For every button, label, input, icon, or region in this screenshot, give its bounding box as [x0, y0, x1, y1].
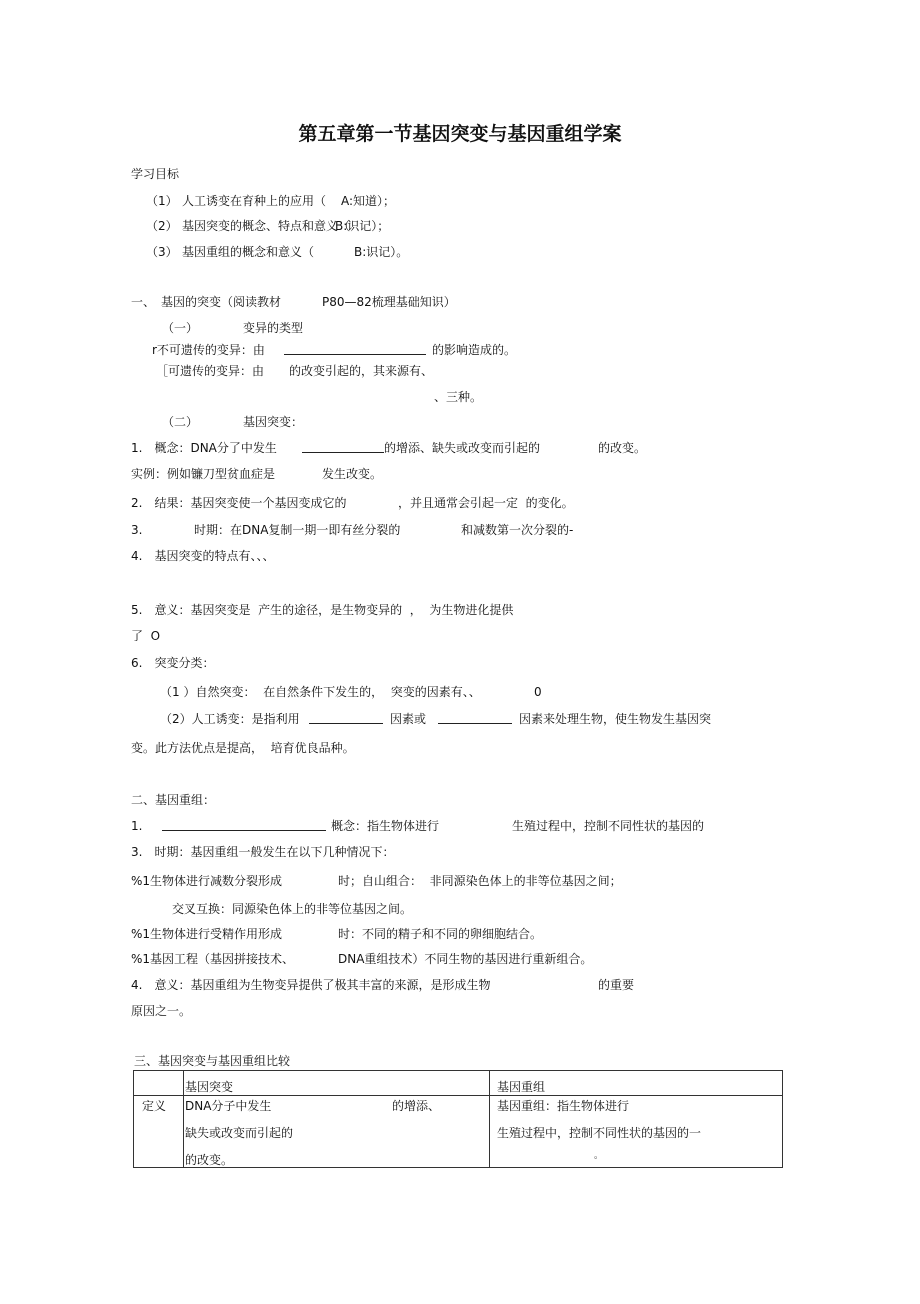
case3-end: DNA重组技术）不同生物的基因进行重新组合。 — [338, 952, 593, 966]
table-corner-cell — [134, 1071, 184, 1096]
recombination-definition-cell — [490, 1096, 783, 1168]
result-text: 2. 结果：基因突变使一个基因变成它的 — [131, 496, 347, 510]
concept-middle: 的增添、缺失或改变而引起的 — [384, 441, 541, 455]
table-header-mutation — [184, 1071, 490, 1096]
blank-line — [284, 354, 426, 355]
recomb-significance-cont: 原因之一。 — [131, 1004, 192, 1018]
natural-mutation-end: 0 — [534, 685, 542, 699]
objective-num: （3） — [146, 245, 178, 259]
objective-level: A:知道）； — [341, 194, 396, 208]
induced-mutation-cont: 变。此方法优点是提高， 培育优良品种。 — [131, 741, 355, 755]
period-end: 和减数第一次分裂的- — [461, 523, 574, 537]
page-title: 第五章第一节基因突变与基因重组学案 — [298, 123, 622, 145]
concept-label: 1. 概念：DNA分了中发生 — [131, 441, 277, 455]
mutation-def-line2: 缺失或改变而引起的 — [185, 1126, 294, 1140]
recomb-def-line1: 基因重组：指生物体进行 — [497, 1099, 630, 1113]
objective-level: B:识记）； — [335, 219, 390, 233]
induced-mutation-mid: 因素或 — [390, 712, 427, 726]
variation-three-kinds: 、三种。 — [434, 390, 483, 404]
significance-cont: 了 O — [131, 629, 161, 643]
case1-end: 时；自山组合： 非同源染色体上的非等位基因之间； — [338, 874, 622, 888]
recomb-period: 3. 时期：基因重组一般发生在以下几种情况下： — [131, 845, 395, 859]
objectives-heading: 学习目标 — [131, 167, 180, 181]
section2-heading: 二、基因重组： — [131, 793, 216, 807]
recomb-significance-mid: 的重要 — [598, 978, 635, 992]
case1-text: %1生物体进行减数分裂形成 — [131, 874, 283, 888]
mutation-def-line3: 的改变。 — [185, 1153, 234, 1167]
sub2-title: 基因突变： — [243, 415, 304, 429]
induced-mutation: （2）人工诱变：是指利用 — [160, 712, 300, 726]
natural-mutation: （1 ）自然突变： 在自然条件下发生的， 突变的因素有、、 — [160, 685, 481, 699]
blank-line — [302, 452, 384, 453]
objective-text: 基因重组的概念和意义（ — [182, 245, 315, 259]
objective-text: 人工诱变在育种上的应用（ — [182, 194, 327, 208]
features-text: 4. 基因突变的特点有、、、 — [131, 549, 275, 563]
period-number: 3. — [131, 523, 143, 537]
concept-end: 的改变。 — [598, 441, 647, 455]
sub1-number: （一） — [162, 321, 199, 335]
mutation-def-line1-end: 的增添、 — [392, 1099, 441, 1113]
variation-nonheritable-end: 的影响造成的。 — [432, 343, 517, 357]
classification-text: 6. 突变分类： — [131, 656, 215, 670]
crossing-over: 交叉互换：同源染色体上的非等位基因之间。 — [172, 902, 413, 916]
section1-heading-pages: P80—82梳理基础知识） — [322, 295, 456, 309]
sub1-title: 变异的类型 — [243, 321, 304, 335]
sub2-number: （二） — [162, 415, 199, 429]
objective-num: （1） — [146, 194, 178, 208]
case3-text: %1基因工程（基因拼接技术、 — [131, 952, 295, 966]
row-label-definition: 定义 — [142, 1099, 167, 1113]
objective-num: （2） — [146, 219, 178, 233]
recomb-concept: 概念：指生物体进行 — [331, 819, 440, 833]
section3-heading: 三、基因突变与基因重组比较 — [134, 1054, 291, 1068]
example-end: 发生改变。 — [322, 467, 383, 481]
col-recombination-label: 基因重组 — [497, 1080, 546, 1094]
recomb-concept-number: 1. — [131, 819, 143, 833]
case2-end: 时：不同的精子和不同的卵细胞结合。 — [338, 927, 543, 941]
period-text: 时期：在DNA复制一期一即有丝分裂的 — [194, 523, 401, 537]
case2-text: %1生物体进行受精作用形成 — [131, 927, 283, 941]
induced-mutation-end: 因素来处理生物，使生物发生基因突 — [519, 712, 712, 726]
recomb-concept-end: 生殖过程中，控制不同性状的基因的 — [512, 819, 705, 833]
variation-nonheritable: r不可遗传的变异：由 — [152, 343, 265, 357]
recomb-significance: 4. 意义：基因重组为生物变异提供了极其丰富的来源，是形成生物 — [131, 978, 491, 992]
objective-level: B:识记）。 — [354, 245, 409, 259]
variation-heritable-end: 的改变引起的，其来源有、 — [289, 364, 434, 378]
table-header-recombination — [490, 1071, 783, 1096]
table-row — [134, 1096, 783, 1168]
variation-heritable: ［可遗传的变异：由 — [156, 364, 265, 378]
blank-line — [438, 723, 512, 724]
table-header-row — [134, 1071, 783, 1096]
recomb-def-line3: 。 — [594, 1151, 604, 1161]
mutation-def-line1: DNA分子中发生 — [185, 1099, 272, 1113]
objective-text: 基因突变的概念、特点和意义（ — [182, 219, 351, 233]
col-mutation-label: 基因突变 — [185, 1080, 234, 1094]
example-text: 实例：例如镰刀型贫血症是 — [131, 467, 276, 481]
blank-line — [162, 830, 326, 831]
significance-text: 5. 意义：基因突变是 产生的途径，是生物变异的 ， 为生物进化提供 — [131, 603, 514, 617]
recomb-def-line2: 生殖过程中，控制不同性状的基因的一 — [497, 1126, 702, 1140]
row-label-cell — [134, 1096, 184, 1168]
comparison-table — [133, 1070, 783, 1168]
result-end: ，并且通常会引起一定 的变化。 — [398, 496, 574, 510]
blank-line — [309, 723, 383, 724]
section1-heading: 一、 基因的突变（阅读教材 — [131, 295, 282, 309]
mutation-definition-cell — [184, 1096, 490, 1168]
